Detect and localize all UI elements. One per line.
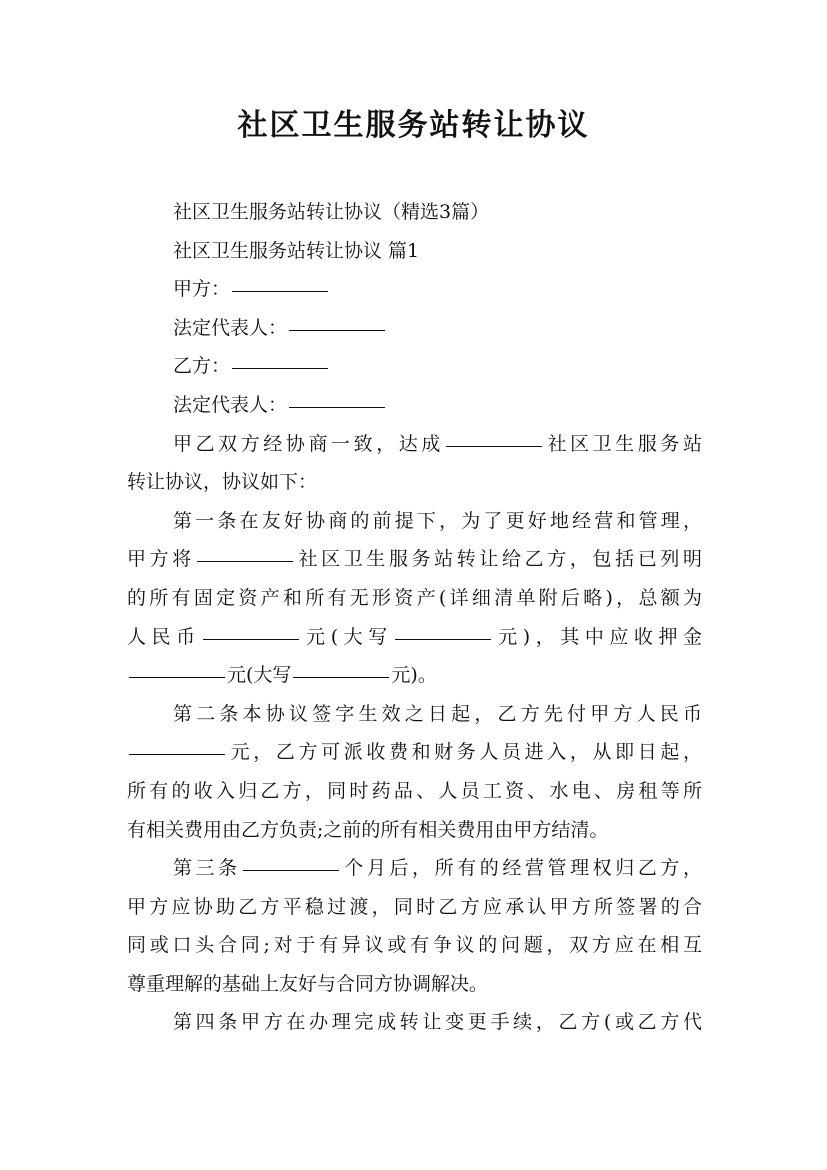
party-b-rep-line	[127, 386, 702, 425]
paragraph-line: 尊重理解的基础上友好与合同方协调解决。	[127, 972, 489, 995]
subtitle-line: 社区卫生服务站转让协议（精选3篇）	[173, 201, 490, 223]
text-segment: 甲乙双方经协商一致，达成	[173, 432, 444, 455]
paragraph-line: 转让协议，协议如下：	[127, 471, 318, 494]
paragraph-line: 所有的收入归乙方，同时药品、人员工资、水电、房租等所	[127, 779, 702, 802]
party-b-rep-label: 法定代表人：	[173, 393, 288, 416]
fill-blank	[129, 753, 225, 755]
party-a-rep-label: 法定代表人：	[173, 316, 288, 339]
article-4-line: 第四条甲方在办理完成转让变更手续，乙方(或乙方代	[173, 1011, 702, 1034]
party-b-line	[127, 347, 702, 386]
fill-blank	[232, 290, 328, 292]
paragraph-line: 的所有固定资产和所有无形资产(详细清单附后略)，总额为	[127, 586, 702, 609]
text-segment: 个月后，所有的经营管理权归乙方，	[340, 857, 702, 880]
text-segment: 社区卫生服务站	[543, 432, 702, 455]
fill-blank	[293, 676, 389, 678]
article-3-line	[127, 849, 702, 888]
text-segment: 元)。	[391, 664, 437, 687]
fill-blank	[289, 329, 385, 331]
fill-blank	[446, 445, 542, 447]
text-segment: 元，乙方可派收费和财务人员进入，从即日起，	[227, 741, 702, 764]
paragraph-line	[127, 618, 702, 657]
text-segment: 人民币	[127, 625, 201, 648]
fill-blank	[197, 560, 293, 562]
paragraph-line: 同或口头合同;对于有异议或有争议的问题，双方应在相互	[127, 934, 702, 957]
document-body	[127, 193, 702, 1042]
party-a-line	[127, 270, 702, 309]
text-segment: 第三条	[173, 857, 241, 880]
fill-blank	[289, 406, 385, 408]
fill-blank	[129, 676, 225, 678]
fill-blank	[203, 638, 299, 640]
text-segment: 甲方将	[127, 548, 195, 571]
text-segment: 元(大写	[300, 625, 393, 648]
section-heading: 社区卫生服务站转让协议 篇1	[173, 239, 420, 262]
party-a-label: 甲方：	[173, 278, 231, 301]
article-2-line: 第二条本协议签字生效之日起，乙方先付甲方人民币	[173, 702, 702, 725]
document-title: 社区卫生服务站转让协议	[237, 108, 590, 143]
paragraph-line	[127, 656, 702, 695]
party-b-label: 乙方：	[173, 355, 231, 378]
fill-blank	[243, 869, 339, 871]
text-segment: 元)，其中应收押金	[492, 625, 702, 648]
paragraph-line	[127, 733, 702, 772]
article-1-line: 第一条在友好协商的前提下，为了更好地经营和管理，	[173, 509, 702, 532]
fill-blank	[232, 367, 328, 369]
paragraph-line: 甲方应协助乙方平稳过渡，同时乙方应承认甲方所签署的合	[127, 895, 702, 918]
party-a-rep-line	[127, 309, 702, 348]
paragraph-line	[127, 425, 702, 464]
paragraph-line	[127, 540, 702, 579]
text-segment: 元(大写	[227, 664, 292, 687]
text-segment: 社区卫生服务站转让给乙方，包括已列明	[294, 548, 702, 571]
paragraph-line: 有相关费用由乙方负责;之前的所有相关费用由甲方结清。	[127, 818, 609, 841]
fill-blank	[395, 638, 491, 640]
